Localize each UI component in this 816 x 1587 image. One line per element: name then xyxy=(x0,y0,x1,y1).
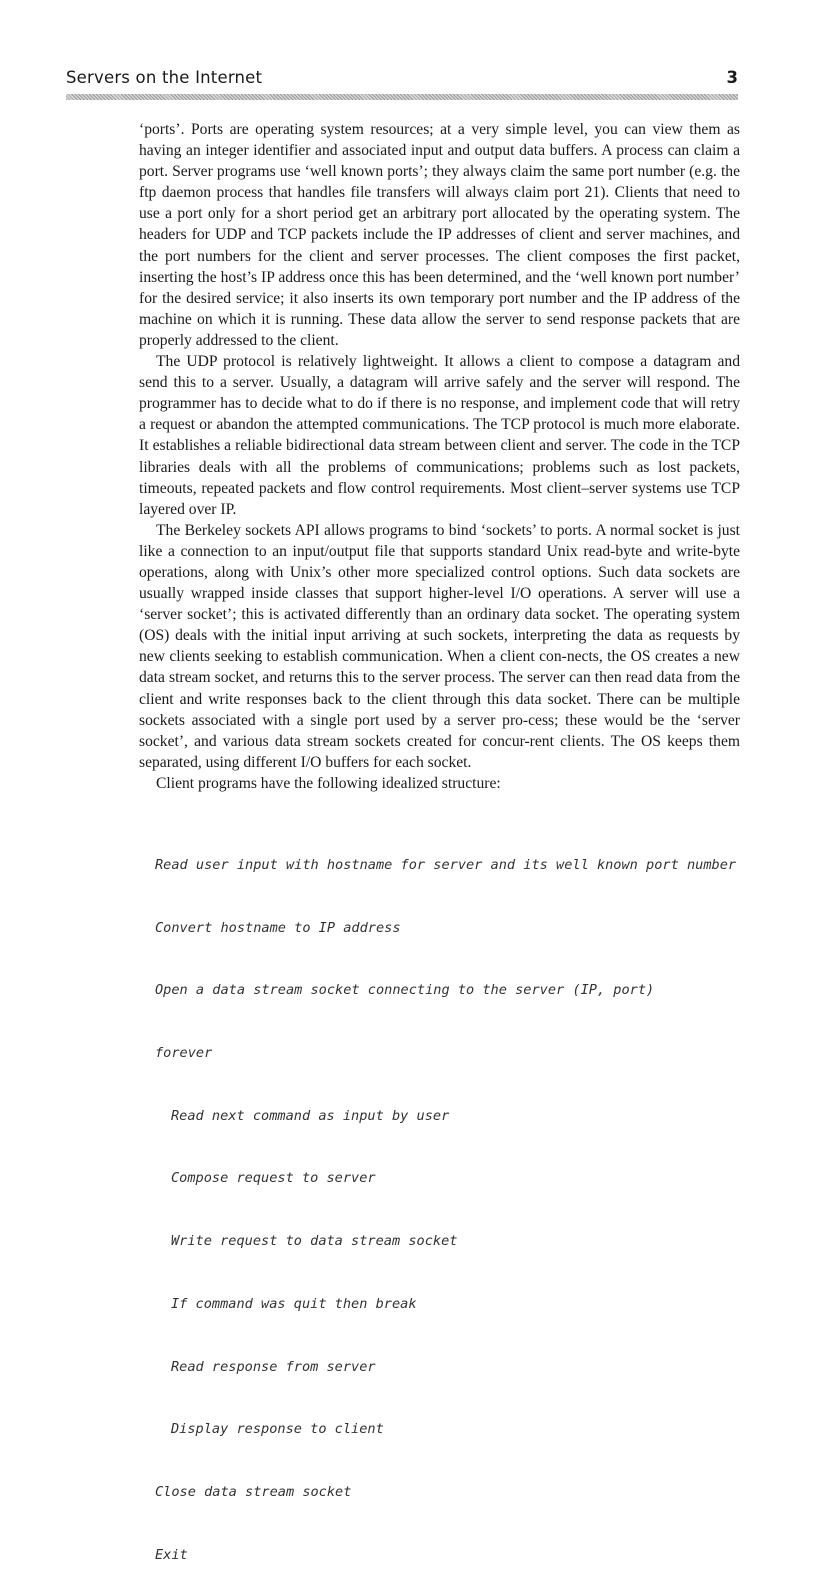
code-line: Read user input with hostname for server and its well known port number xyxy=(155,856,737,873)
code-line: Convert hostname to IP address xyxy=(155,919,401,936)
chapter-title: Servers on the Internet xyxy=(66,68,263,87)
code-line: Read response from server xyxy=(171,1358,376,1375)
code-line: Read next command as input by user xyxy=(171,1107,450,1124)
code-line: Compose request to server xyxy=(171,1170,376,1187)
code-line: Close data stream socket xyxy=(155,1484,352,1500)
paragraph: ‘ports’. Ports are operating system resources; at a very simple level, you can view them as having an integer identifier and associated input and output data buffers. A process can claim a port. Server programs use ‘well known ports’; they always claim the same port number (e.g. the ftp daemon process that handles file transfers will always claim port 21). Clients that need to use a port only for a short period get an arbitrary port allocated by the operating system. The headers for UDP and TCP packets include the IP addresses of client and server machines, and the port numbers for the client and server processes. The client composes the first packet, inserting the host’s IP address once this has been determined, and the ‘well known port number’ for the desired service; it also inserts its own temporary port number and the IP address of the machine on which it is running. These data allow the server to send response packets that are properly addressed to the client. xyxy=(139,121,740,349)
paragraph: The Berkeley sockets API allows programs to bind ‘sockets’ to ports. A normal socket is just like a connection to an input/output file that supports standard Unix read-byte and write-byte operations, along with Unix’s other more specialized control options. Such data sockets are usually wrapped inside classes that support higher-level I/O operations. A server will use a ‘server socket’; this is activated differently than an ordinary data socket. The operating system (OS) deals with the initial input arriving at such sockets, interpreting the data as requests by new clients seeking to establish communication. When a client con-nects, the OS creates a new data stream socket, and returns this to the server process. The server can then read data from the client and write responses back to the client through this data socket. There can be multiple sockets associated with a single port used by a server pro-cess; these would be the ‘server socket’, and various data stream sockets created for concur-rent clients. The OS keeps them separated, using different I/O buffers for each socket. xyxy=(139,521,740,771)
header-rule xyxy=(66,94,738,100)
running-header xyxy=(66,68,738,90)
paragraph: The UDP protocol is relatively lightweight. It allows a client to compose a datagram and send this to a server. Usually, a datagram will arrive safely and the server will respond. The programmer has to decide what to do if there is no response, and implement code that will retry a request or abandon the attempted communications. The TCP protocol is much more elaborate. It establishes a reliable bidirectional data stream between client and server. The code in the TCP libraries deals with all the problems of communications; problems such as lost packets, timeouts, repeated packets and flow control requirements. Most client–server systems use TCP layered over IP. xyxy=(139,353,740,518)
code-line: Display response to client xyxy=(171,1421,384,1438)
page-number: 3 xyxy=(726,68,738,87)
paragraph: Client programs have the following idealized structure: xyxy=(156,774,501,792)
body-text xyxy=(139,119,740,794)
pseudocode-block xyxy=(155,813,736,1587)
code-line: If command was quit then break xyxy=(171,1295,417,1312)
code-line: Write request to data stream socket xyxy=(171,1233,458,1250)
code-line: Exit xyxy=(155,1546,188,1563)
code-line: Open a data stream socket connecting to the server (IP, port) xyxy=(155,982,655,999)
code-line: forever xyxy=(155,1044,213,1061)
